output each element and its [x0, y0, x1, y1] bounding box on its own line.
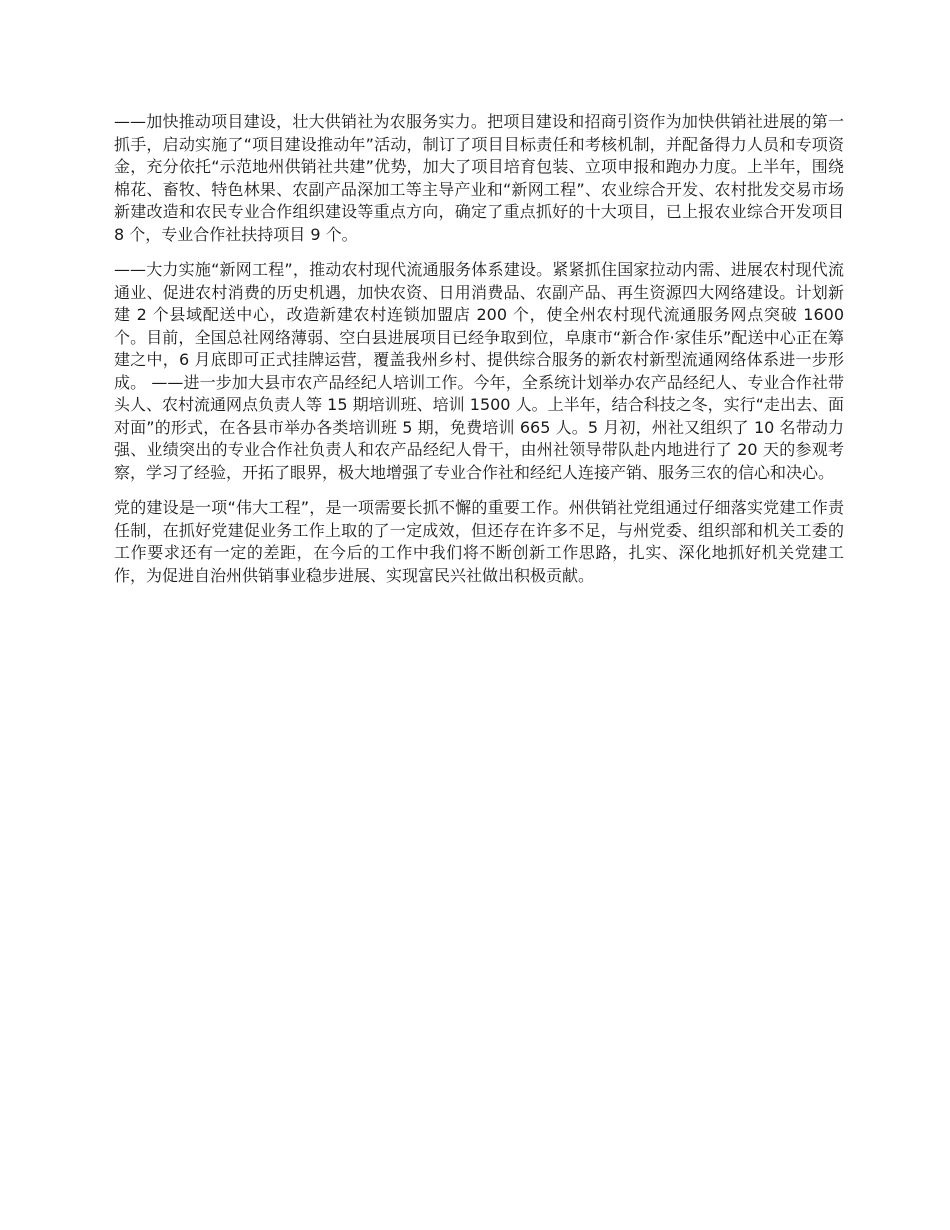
paragraph-project-construction: ——加快推动项目建设，壮大供销社为农服务实力。把项目建设和招商引资作为加快供销社进展的第一抓手，启动实施了“项目建设推动年”活动，制订了项目目标责任和考核机制，并配备得力人员和专项资金，充分依托“示范地州供销社共建”优势，加大了项目培育包装、立项申报和跑办力度。上半年，围绕棉花、畜牧、特色林果、农副产品深加工等主导产业和“新网工程”、农业综合开发、农村批发交易市场新建改造和农民专业合作组织建设等重点方向，确定了重点抓好的十大项目，已上报农业综合开发项目 8 个，专业合作社扶持项目 9 个。 — [114, 112, 850, 244]
paragraph-party-building: 党的建设是一项“伟大工程”，是一项需要长抓不懈的重要工作。州供销社党组通过仔细落实党建工作责任制，在抓好党建促业务工作上取的了一定成效，但还存在许多不足，与州党委、组织部和机关工委的工作要求还有一定的差距，在今后的工作中我们将不断创新工作思路，扎实、深化地抓好机关党建工作，为促进自治州供销事业稳步进展、实现富民兴社做出积极贡献。 — [114, 498, 844, 585]
paragraph-new-network-project: ——大力实施“新网工程”，推动农村现代流通服务体系建设。紧紧抓住国家拉动内需、进展农村现代流通业、促进农村消费的历史机遇，加快农资、日用消费品、农副产品、再生资源四大网络建设。计划新建 2 个县域配送中心，改造新建农村连锁加盟店 200 个，使全州农村现代流通服务网点突破 1600 个。目前，全国总社网络薄弱、空白县进展项目已经争取到位，阜康市“新合作·家佳乐”配送中心正在筹建之中，6 月底即可正式挂牌运营，覆盖我州乡村、提供综合服务的新农村新型流通网络体系进一步形成。 ——进一步加大县市农产品经纪人培训工作。今年，全系统计划举办农产品经纪人、专业合作社带头人、农村流通网点负责人等 15 期培训班、培训 1500 人。上半年，结合科技之冬，实行“走出去、面对面”的形式，在各县市举办各类培训班 5 期，免费培训 665 人。5 月初，州社又组织了 10 名带动力强、业绩突出的专业合作社负责人和农产品经纪人骨干，由州社领导带队赴内地进行了 20 天的参观考察，学习了经验，开拓了眼界，极大地增强了专业合作社和经纪人连接产销、服务三农的信心和决心。 — [114, 260, 850, 482]
document-body — [114, 111, 850, 600]
